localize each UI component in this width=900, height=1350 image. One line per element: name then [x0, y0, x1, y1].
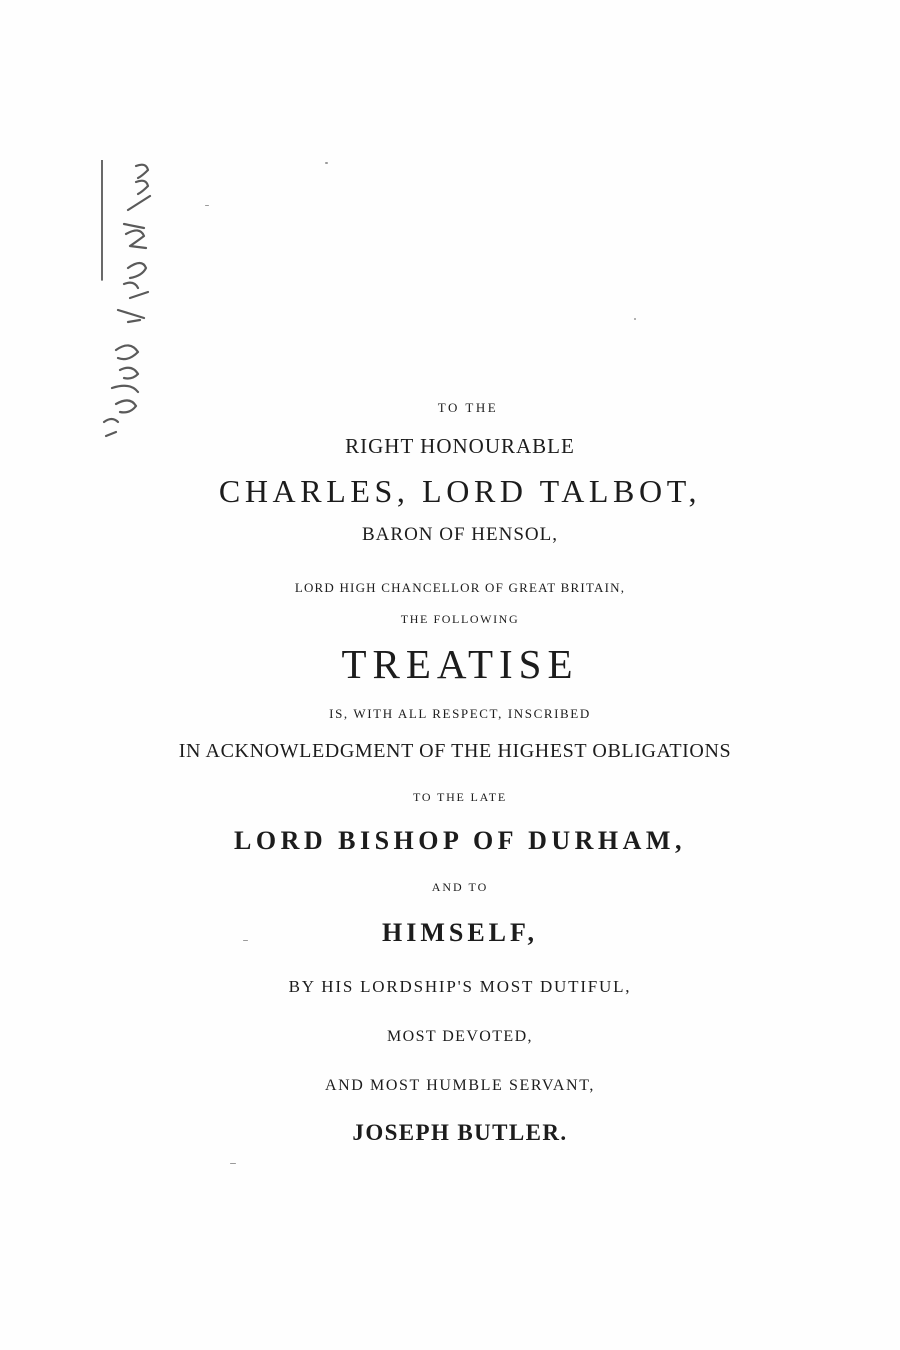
- dedicatee-title-baron: BARON OF HENSOL,: [362, 524, 558, 545]
- dedicatee-title-chancellor: LORD HIGH CHANCELLOR OF GREAT BRITAIN,: [294, 580, 626, 595]
- dedication-right-honourable: RIGHT HONOURABLE: [345, 434, 575, 458]
- handwritten-date-annotation: [58, 160, 158, 460]
- dedication-inscribed: IS, WITH ALL RESPECT, INSCRIBED: [329, 706, 591, 721]
- dedication-most-devoted: MOST DEVOTED,: [387, 1028, 533, 1045]
- dedicatee-name: CHARLES, LORD TALBOT,: [218, 473, 702, 509]
- dedication-by-his-lordships: BY HIS LORDSHIP'S MOST DUTIFUL,: [288, 977, 632, 996]
- dedication-and-to: AND TO: [431, 880, 489, 894]
- page-speck: [230, 1163, 236, 1164]
- dedication-himself: HIMSELF,: [381, 918, 539, 947]
- dedication-author-signature: JOSEPH BUTLER.: [352, 1120, 568, 1145]
- dedication-treatise: TREATISE: [341, 641, 579, 687]
- dedication-to-the: TO THE: [437, 400, 499, 415]
- page-speck: [325, 162, 328, 164]
- dedication-bishop-of-durham: LORD BISHOP OF DURHAM,: [234, 826, 686, 855]
- page-speck: [634, 318, 636, 320]
- dedication-the-following: THE FOLLOWING: [400, 612, 520, 626]
- dedication-humble-servant: AND MOST HUMBLE SERVANT,: [324, 1077, 596, 1094]
- dedication-to-the-late: TO THE LATE: [412, 790, 507, 804]
- dedication-acknowledgment: IN ACKNOWLEDGMENT OF THE HIGHEST OBLIGATIONS: [178, 740, 732, 762]
- page-speck: [205, 205, 209, 206]
